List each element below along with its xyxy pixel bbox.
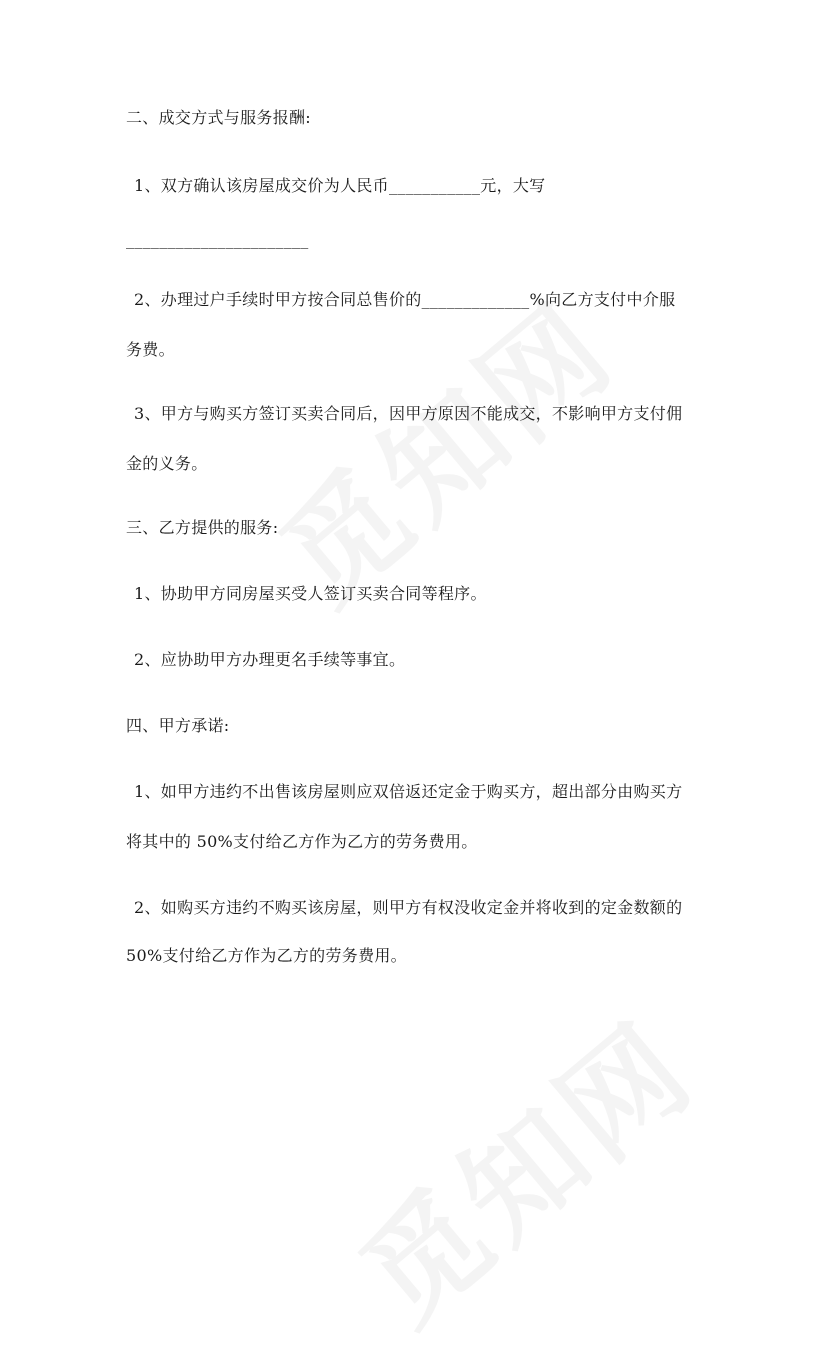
- watermark-bottom: [320, 977, 725, 1355]
- clause-3-1: 1、协助甲方同房屋买受人签订买卖合同等程序。: [134, 584, 487, 603]
- clause-2-2-line-2: 务费。: [126, 340, 175, 359]
- watermark: [240, 257, 645, 636]
- section-heading-4: 四、甲方承诺:: [126, 716, 230, 735]
- section-heading-2: 二、成交方式与服务报酬:: [126, 108, 311, 127]
- clause-2-1-line-2: ______________________: [126, 230, 309, 249]
- clause-2-2-line-1: 2、办理过户手续时甲方按合同总售价的_____________%向乙方支付中介服: [134, 290, 676, 309]
- clause-2-3-line-2: 金的义务。: [126, 454, 208, 473]
- clause-4-2-line-2: 50%支付给乙方作为乙方的劳务费用。: [126, 946, 407, 965]
- clause-4-1-line-1: 1、如甲方违约不出售该房屋则应双倍返还定金于购买方，超出部分由购买方: [134, 782, 683, 801]
- clause-4-1-line-2: 将其中的 50%支付给乙方作为乙方的劳务费用。: [126, 832, 478, 851]
- section-heading-3: 三、乙方提供的服务:: [126, 518, 279, 537]
- clause-2-3-line-1: 3、甲方与购买方签订买卖合同后，因甲方原因不能成交，不影响甲方支付佣: [134, 404, 683, 423]
- clause-3-2: 2、应协助甲方办理更名手续等事宜。: [134, 650, 406, 669]
- clause-2-1-line-1: 1、双方确认该房屋成交价为人民币___________元，大写: [134, 176, 546, 195]
- clause-4-2-line-1: 2、如购买方违约不购买该房屋，则甲方有权没收定金并将收到的定金数额的: [134, 898, 683, 917]
